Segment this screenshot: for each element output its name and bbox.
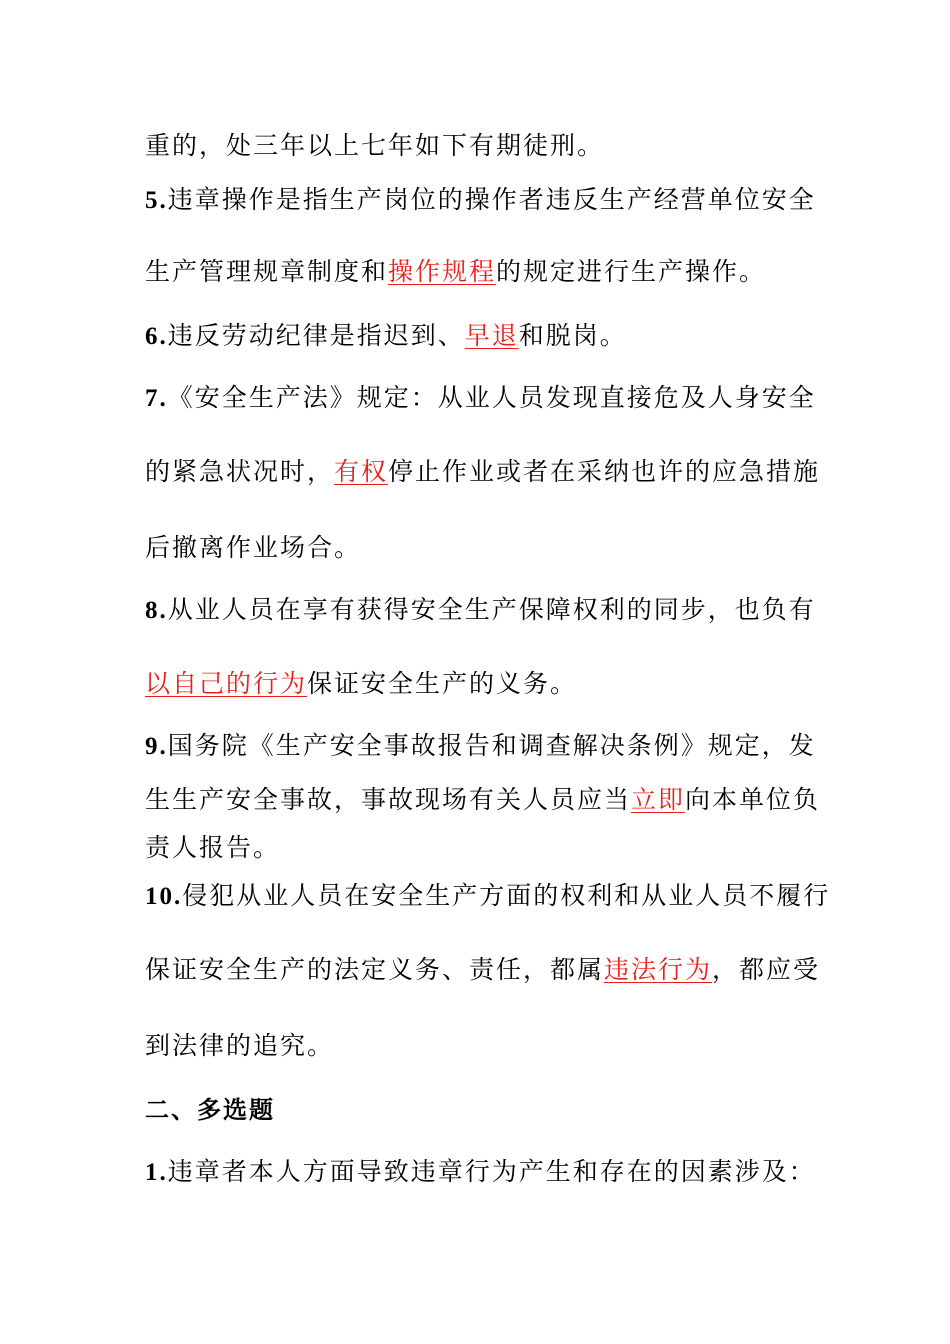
item-number: 5. [145,187,168,214]
line-text: 国务院《生产安全事故报告和调查解决条例》规定，发 [167,731,816,760]
text-line [145,730,816,763]
text-line [145,784,820,816]
line-text: 责人报告。 [145,833,281,862]
answer-blank: 早退 [464,321,519,350]
answer-blank: 违法行为 [604,955,713,984]
item-number: 10. [145,883,183,910]
section-heading [145,1094,275,1127]
item-number: 9. [145,733,168,760]
item-number: 7. [145,385,168,412]
answer-blank: 有权 [334,457,389,486]
text-line [145,256,766,288]
text-line [145,382,816,415]
line-text: 从业人员在享有获得安全生产保障权利的同步，也负有 [167,595,816,624]
text-line [145,832,280,864]
line-text: 生生产安全事故，事故现场有关人员应当 [145,785,632,814]
heading-text: 二、多选题 [145,1098,275,1124]
line-text: 保证安全生产的法定义务、责任，都属 [145,955,605,984]
text-line [145,184,816,217]
text-line [145,1156,816,1189]
line-text: 到法律的追究。 [145,1031,335,1060]
text-line [145,880,830,913]
line-text: 生产管理规章制度和 [145,257,389,286]
line-text: 向本单位负 [685,785,821,814]
item-number: 6. [145,323,168,350]
text-line [145,594,816,627]
line-text: 违章者本人方面导致违章行为产生和存在的因素涉及： [167,1157,816,1186]
line-text: 的规定进行生产操作。 [496,257,767,286]
text-line [145,1030,334,1062]
answer-blank: 以自己的行为 [145,669,308,698]
line-text: 后撤离作业场合。 [145,533,362,562]
line-text: 和脱岗。 [518,321,627,350]
line-text: 重的，处三年以上七年如下有期徒刑。 [145,131,605,160]
text-line [145,954,820,986]
line-text: 保证安全生产的义务。 [307,669,578,698]
text-line [145,532,361,564]
text-line [145,130,604,162]
line-text: 的紧急状况时， [145,457,335,486]
line-text: ，都应受 [712,955,821,984]
text-line [145,456,820,488]
line-text: 违章操作是指生产岗位的操作者违反生产经营单位安全 [167,185,816,214]
item-number: 8. [145,597,168,624]
item-number: 1. [145,1159,168,1186]
answer-blank: 立即 [631,785,686,814]
text-line [145,668,577,700]
line-text: 侵犯从业人员在安全生产方面的权利和从业人员不履行 [182,881,831,910]
line-text: 停止作业或者在采纳也许的应急措施 [388,457,821,486]
answer-blank: 操作规程 [388,257,497,286]
line-text: 《安全生产法》规定：从业人员发现直接危及人身安全 [167,383,816,412]
text-line [145,320,627,353]
line-text: 违反劳动纪律是指迟到、 [167,321,465,350]
